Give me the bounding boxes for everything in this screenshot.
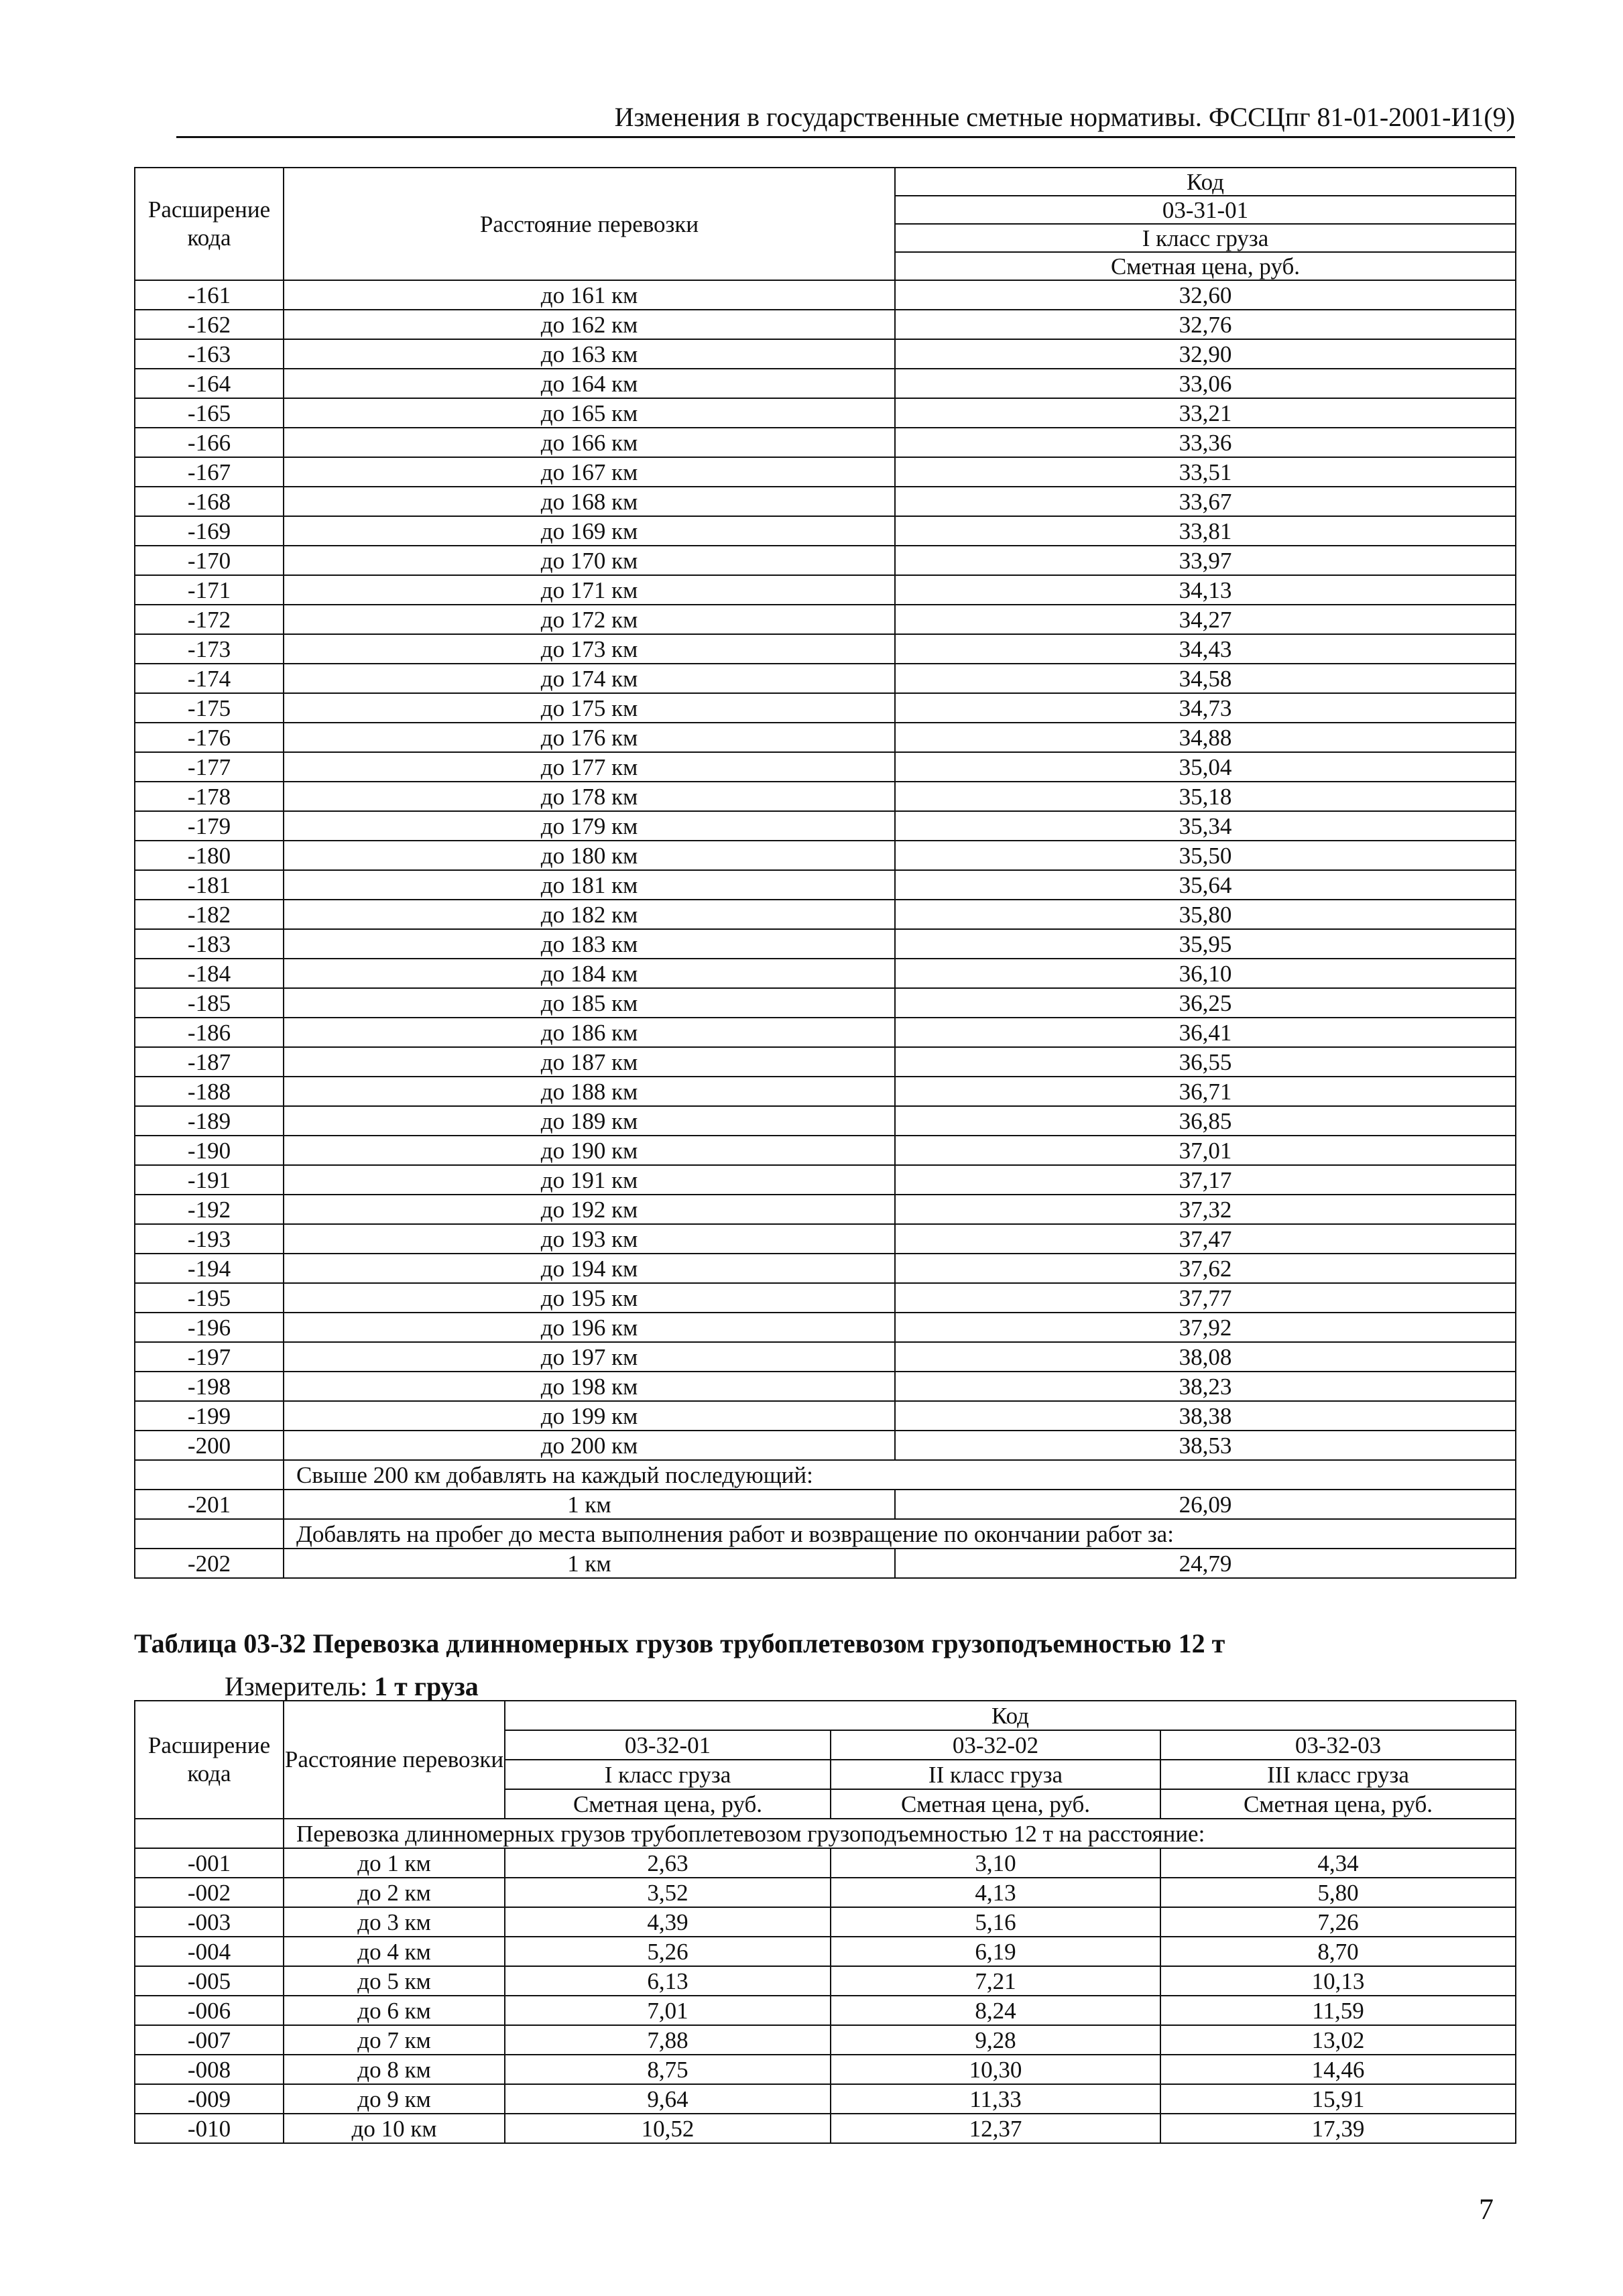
price-cell-class-1: 10,52 (505, 2114, 831, 2143)
table-row (135, 1106, 1516, 1136)
table-row (135, 2084, 1516, 2114)
code-cell: -186 (135, 1018, 284, 1047)
table-row (135, 1136, 1516, 1165)
distance-cell: до 185 км (284, 988, 895, 1018)
measure-line (225, 1671, 479, 1702)
price-cell: 33,97 (895, 546, 1516, 575)
code-cell: -174 (135, 664, 284, 693)
header-class: II класс груза (831, 1760, 1160, 1789)
distance-cell: до 191 км (284, 1165, 895, 1195)
header-code-id: 03-32-03 (1160, 1730, 1516, 1760)
distance-cell: до 170 км (284, 546, 895, 575)
price-cell: 36,41 (895, 1018, 1516, 1047)
price-cell: 32,76 (895, 310, 1516, 339)
distance-cell: до 6 км (284, 1996, 505, 2025)
price-cell: 34,13 (895, 575, 1516, 605)
price-cell: 37,92 (895, 1313, 1516, 1342)
price-cell: 37,01 (895, 1136, 1516, 1165)
table-row (135, 1549, 1516, 1578)
distance-cell: до 176 км (284, 723, 895, 752)
price-cell-class-1: 7,88 (505, 2025, 831, 2055)
price-cell: 37,77 (895, 1283, 1516, 1313)
distance-cell: до 175 км (284, 693, 895, 723)
running-header: Изменения в государственные сметные нормативы. ФССЦпг 81-01-2001-И1(9) (176, 104, 1515, 138)
table-row (135, 1047, 1516, 1077)
price-cell: 33,36 (895, 428, 1516, 457)
code-cell: -195 (135, 1283, 284, 1313)
distance-cell: до 200 км (284, 1431, 895, 1460)
code-cell: -178 (135, 782, 284, 811)
note-empty-cell (135, 1819, 284, 1848)
price-cell: 37,17 (895, 1165, 1516, 1195)
code-cell: -008 (135, 2055, 284, 2084)
table-row (135, 1342, 1516, 1372)
price-cell: 35,80 (895, 900, 1516, 929)
price-cell-class-3: 5,80 (1160, 1878, 1516, 1907)
code-cell: -187 (135, 1047, 284, 1077)
distance-cell: до 163 км (284, 339, 895, 369)
table-row (135, 664, 1516, 693)
table-row (135, 428, 1516, 457)
table-row (135, 1937, 1516, 1966)
price-cell: 33,21 (895, 398, 1516, 428)
table-row (135, 398, 1516, 428)
price-cell-class-2: 3,10 (831, 1848, 1160, 1878)
code-cell: -002 (135, 1878, 284, 1907)
section-note: Свыше 200 км добавлять на каждый последующий: (284, 1460, 1516, 1490)
table-row (135, 280, 1516, 310)
price-cell: 32,60 (895, 280, 1516, 310)
price-cell: 38,23 (895, 1372, 1516, 1401)
code-cell: -183 (135, 929, 284, 959)
price-cell: 37,62 (895, 1254, 1516, 1283)
table-row (135, 1401, 1516, 1431)
price-cell: 35,18 (895, 782, 1516, 811)
price-cell-class-1: 3,52 (505, 1878, 831, 1907)
table-row (135, 575, 1516, 605)
code-cell: -171 (135, 575, 284, 605)
price-cell-class-3: 13,02 (1160, 2025, 1516, 2055)
price-cell-class-3: 15,91 (1160, 2084, 1516, 2114)
distance-cell: до 193 км (284, 1224, 895, 1254)
header-kod: Код (505, 1701, 1516, 1730)
price-cell-class-2: 6,19 (831, 1937, 1160, 1966)
table-03-31 (134, 167, 1516, 1579)
code-cell: -201 (135, 1490, 284, 1519)
table-row (135, 752, 1516, 782)
distance-cell: до 183 км (284, 929, 895, 959)
table-row (135, 1490, 1516, 1519)
code-cell: -006 (135, 1996, 284, 2025)
code-cell: -194 (135, 1254, 284, 1283)
code-cell: -197 (135, 1342, 284, 1372)
table-row (135, 959, 1516, 988)
price-cell-class-3: 14,46 (1160, 2055, 1516, 2084)
distance-cell: до 186 км (284, 1018, 895, 1047)
page-number: 7 (1479, 2193, 1494, 2226)
table-row (135, 1848, 1516, 1878)
distance-cell: до 171 км (284, 575, 895, 605)
distance-cell: до 5 км (284, 1966, 505, 1996)
distance-cell: 1 км (284, 1490, 895, 1519)
price-cell: 34,73 (895, 693, 1516, 723)
header-class: I класс груза (895, 224, 1516, 252)
distance-cell: до 162 км (284, 310, 895, 339)
price-cell-class-1: 2,63 (505, 1848, 831, 1878)
header-code-extension: Расширение кода (135, 1701, 284, 1819)
distance-cell: до 182 км (284, 900, 895, 929)
price-cell-class-2: 8,24 (831, 1996, 1160, 2025)
code-cell: -192 (135, 1195, 284, 1224)
table-row (135, 2055, 1516, 2084)
price-cell-class-2: 4,13 (831, 1878, 1160, 1907)
table-row (135, 1431, 1516, 1460)
price-cell: 33,81 (895, 516, 1516, 546)
distance-cell: до 7 км (284, 2025, 505, 2055)
price-cell: 35,50 (895, 841, 1516, 870)
code-cell: -005 (135, 1966, 284, 1996)
table-row (135, 693, 1516, 723)
table-row (135, 1077, 1516, 1106)
header-distance: Расстояние перевозки (284, 1701, 505, 1819)
table-row (135, 2025, 1516, 2055)
code-cell: -200 (135, 1431, 284, 1460)
note-empty-cell (135, 1519, 284, 1549)
table-row (135, 605, 1516, 634)
code-cell: -167 (135, 457, 284, 487)
distance-cell: до 197 км (284, 1342, 895, 1372)
distance-cell: до 187 км (284, 1047, 895, 1077)
price-cell-class-3: 17,39 (1160, 2114, 1516, 2143)
distance-cell: до 167 км (284, 457, 895, 487)
distance-cell: до 2 км (284, 1878, 505, 1907)
code-cell: -009 (135, 2084, 284, 2114)
table-row (135, 546, 1516, 575)
distance-cell: до 165 км (284, 398, 895, 428)
table-row (135, 516, 1516, 546)
table-row (135, 929, 1516, 959)
table-row (135, 1224, 1516, 1254)
header-price: Сметная цена, руб. (1160, 1789, 1516, 1819)
price-cell-class-1: 8,75 (505, 2055, 831, 2084)
code-cell: -190 (135, 1136, 284, 1165)
price-cell: 37,32 (895, 1195, 1516, 1224)
price-cell: 36,25 (895, 988, 1516, 1018)
distance-cell: до 3 км (284, 1907, 505, 1937)
table-row (135, 1878, 1516, 1907)
price-cell-class-2: 11,33 (831, 2084, 1160, 2114)
header-class: III класс груза (1160, 1760, 1516, 1789)
price-cell-class-1: 4,39 (505, 1907, 831, 1937)
price-cell: 24,79 (895, 1549, 1516, 1578)
code-cell: -198 (135, 1372, 284, 1401)
price-cell-class-2: 9,28 (831, 2025, 1160, 2055)
price-cell: 38,08 (895, 1342, 1516, 1372)
code-cell: -179 (135, 811, 284, 841)
distance-cell: 1 км (284, 1549, 895, 1578)
distance-cell: до 189 км (284, 1106, 895, 1136)
price-cell-class-1: 7,01 (505, 1996, 831, 2025)
code-cell: -164 (135, 369, 284, 398)
price-cell-class-3: 11,59 (1160, 1996, 1516, 2025)
price-cell: 34,43 (895, 634, 1516, 664)
table-row (135, 870, 1516, 900)
price-cell: 36,71 (895, 1077, 1516, 1106)
price-cell: 36,55 (895, 1047, 1516, 1077)
distance-cell: до 168 км (284, 487, 895, 516)
table-row (135, 1313, 1516, 1342)
table-row (135, 811, 1516, 841)
table-row (135, 1254, 1516, 1283)
distance-cell: до 190 км (284, 1136, 895, 1165)
table-row (135, 723, 1516, 752)
distance-cell: до 8 км (284, 2055, 505, 2084)
table-row (135, 1165, 1516, 1195)
distance-cell: до 174 км (284, 664, 895, 693)
price-cell-class-1: 9,64 (505, 2084, 831, 2114)
code-cell: -202 (135, 1549, 284, 1578)
header-price: Сметная цена, руб. (505, 1789, 831, 1819)
price-cell-class-2: 7,21 (831, 1966, 1160, 1996)
code-cell: -003 (135, 1907, 284, 1937)
table-row (135, 1283, 1516, 1313)
distance-cell: до 179 км (284, 811, 895, 841)
code-cell: -169 (135, 516, 284, 546)
code-cell: -182 (135, 900, 284, 929)
table-row (135, 310, 1516, 339)
code-cell: -001 (135, 1848, 284, 1878)
distance-cell: до 192 км (284, 1195, 895, 1224)
header-code-id: 03-32-01 (505, 1730, 831, 1760)
header-distance: Расстояние перевозки (284, 168, 895, 280)
distance-cell: до 196 км (284, 1313, 895, 1342)
distance-cell: до 181 км (284, 870, 895, 900)
price-cell: 36,10 (895, 959, 1516, 988)
code-cell: -010 (135, 2114, 284, 2143)
table-row (135, 841, 1516, 870)
code-cell: -188 (135, 1077, 284, 1106)
price-cell: 34,88 (895, 723, 1516, 752)
code-cell: -185 (135, 988, 284, 1018)
price-cell: 36,85 (895, 1106, 1516, 1136)
code-cell: -165 (135, 398, 284, 428)
code-cell: -166 (135, 428, 284, 457)
distance-cell: до 172 км (284, 605, 895, 634)
code-cell: -004 (135, 1937, 284, 1966)
distance-cell: до 164 км (284, 369, 895, 398)
table-row (135, 339, 1516, 369)
price-cell: 38,53 (895, 1431, 1516, 1460)
price-cell: 38,38 (895, 1401, 1516, 1431)
table-row (135, 2114, 1516, 2143)
note-empty-cell (135, 1460, 284, 1490)
price-cell: 33,51 (895, 457, 1516, 487)
distance-cell: до 194 км (284, 1254, 895, 1283)
price-cell-class-3: 10,13 (1160, 1966, 1516, 1996)
code-cell: -007 (135, 2025, 284, 2055)
table-row (135, 1996, 1516, 2025)
code-cell: -161 (135, 280, 284, 310)
note-row (135, 1519, 1516, 1549)
distance-cell: до 9 км (284, 2084, 505, 2114)
code-cell: -162 (135, 310, 284, 339)
price-cell: 35,64 (895, 870, 1516, 900)
price-cell-class-3: 8,70 (1160, 1937, 1516, 1966)
code-cell: -189 (135, 1106, 284, 1136)
section-note: Добавлять на пробег до места выполнения работ и возвращение по окончании работ за: (284, 1519, 1516, 1549)
header-price: Сметная цена, руб. (895, 252, 1516, 280)
price-cell-class-3: 4,34 (1160, 1848, 1516, 1878)
header-price: Сметная цена, руб. (831, 1789, 1160, 1819)
code-cell: -163 (135, 339, 284, 369)
section-note: Перевозка длинномерных грузов трубоплетевозом грузоподъемностью 12 т на расстояние: (284, 1819, 1516, 1848)
price-cell: 33,06 (895, 369, 1516, 398)
distance-cell: до 166 км (284, 428, 895, 457)
note-row (135, 1460, 1516, 1490)
price-cell-class-2: 12,37 (831, 2114, 1160, 2143)
distance-cell: до 178 км (284, 782, 895, 811)
table-row (135, 457, 1516, 487)
table-row (135, 1907, 1516, 1937)
code-cell: -199 (135, 1401, 284, 1431)
table-03-32 (134, 1700, 1516, 2144)
code-cell: -175 (135, 693, 284, 723)
table-row (135, 369, 1516, 398)
distance-cell: до 1 км (284, 1848, 505, 1878)
header-code-extension: Расширение кода (135, 168, 284, 280)
price-cell-class-2: 10,30 (831, 2055, 1160, 2084)
code-cell: -168 (135, 487, 284, 516)
price-cell: 34,58 (895, 664, 1516, 693)
price-cell-class-3: 7,26 (1160, 1907, 1516, 1937)
distance-cell: до 195 км (284, 1283, 895, 1313)
distance-cell: до 169 км (284, 516, 895, 546)
distance-cell: до 199 км (284, 1401, 895, 1431)
distance-cell: до 161 км (284, 280, 895, 310)
table-row (135, 1018, 1516, 1047)
distance-cell: до 188 км (284, 1077, 895, 1106)
distance-cell: до 184 км (284, 959, 895, 988)
header-kod: Код (895, 168, 1516, 196)
price-cell: 35,04 (895, 752, 1516, 782)
measure-value: 1 т груза (374, 1671, 479, 1701)
table-row (135, 1372, 1516, 1401)
table-row (135, 1966, 1516, 1996)
code-cell: -177 (135, 752, 284, 782)
table-row (135, 782, 1516, 811)
header-code-id: 03-31-01 (895, 196, 1516, 224)
measure-label: Измеритель: (225, 1671, 368, 1701)
code-cell: -173 (135, 634, 284, 664)
table-row (135, 1195, 1516, 1224)
table-row (135, 487, 1516, 516)
price-cell-class-1: 6,13 (505, 1966, 831, 1996)
code-cell: -184 (135, 959, 284, 988)
price-cell: 26,09 (895, 1490, 1516, 1519)
table-row (135, 988, 1516, 1018)
distance-cell: до 4 км (284, 1937, 505, 1966)
code-cell: -170 (135, 546, 284, 575)
code-cell: -196 (135, 1313, 284, 1342)
price-cell: 33,67 (895, 487, 1516, 516)
code-cell: -181 (135, 870, 284, 900)
price-cell: 34,27 (895, 605, 1516, 634)
header-code-id: 03-32-02 (831, 1730, 1160, 1760)
table-row (135, 634, 1516, 664)
distance-cell: до 177 км (284, 752, 895, 782)
code-cell: -193 (135, 1224, 284, 1254)
table-row (135, 900, 1516, 929)
code-cell: -191 (135, 1165, 284, 1195)
price-cell: 37,47 (895, 1224, 1516, 1254)
code-cell: -180 (135, 841, 284, 870)
header-class: I класс груза (505, 1760, 831, 1789)
distance-cell: до 180 км (284, 841, 895, 870)
code-cell: -172 (135, 605, 284, 634)
price-cell: 32,90 (895, 339, 1516, 369)
distance-cell: до 173 км (284, 634, 895, 664)
table-title: Таблица 03-32 Перевозка длинномерных грузов трубоплетевозом грузоподъемностью 12 т (134, 1628, 1225, 1658)
price-cell-class-2: 5,16 (831, 1907, 1160, 1937)
distance-cell: до 198 км (284, 1372, 895, 1401)
price-cell: 35,34 (895, 811, 1516, 841)
distance-cell: до 10 км (284, 2114, 505, 2143)
price-cell: 35,95 (895, 929, 1516, 959)
code-cell: -176 (135, 723, 284, 752)
price-cell-class-1: 5,26 (505, 1937, 831, 1966)
